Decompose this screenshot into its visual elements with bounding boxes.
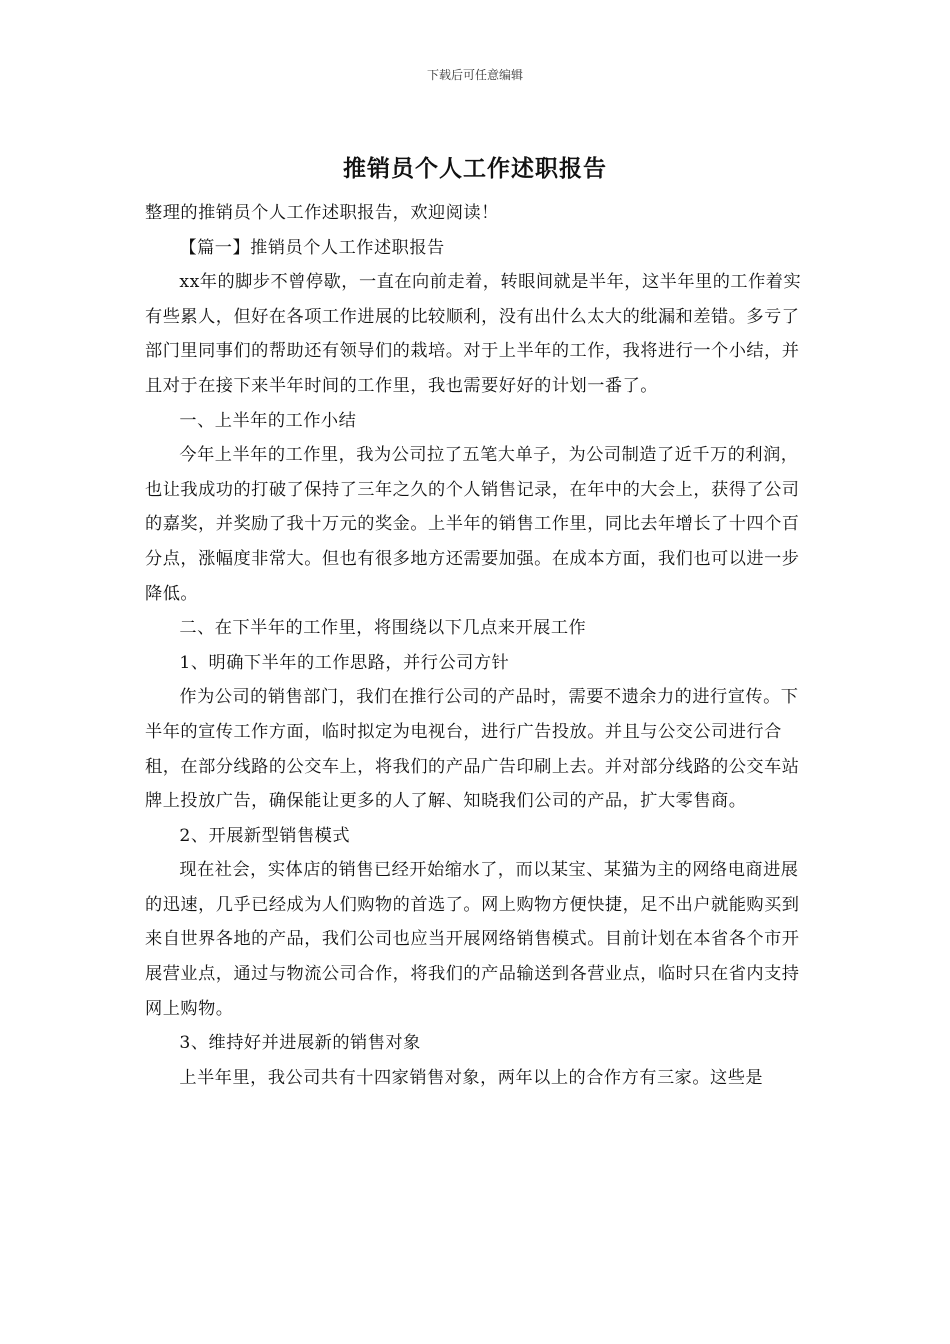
subsection-heading: 1、明确下半年的工作思路，并行公司方针	[179, 652, 510, 673]
paragraph: 现在社会，实体店的销售已经开始缩水了，而以某宝、某猫为主的网络电商进展的迅速，几乎已经成为人们购物的首选了。网上购物方便快捷，足不出户就能购买到来自世界各地的产品，我们公司也应当开展网络销售模式。目前计划在本省各个市开展营业点，通过与物流公司合作，将我们的产品输送到各营业点，临时只在省内支持网上购物。	[145, 860, 800, 1019]
subsection-heading: 2、开展新型销售模式	[179, 825, 351, 846]
paragraph: xx年的脚步不曾停歇，一直在向前走着，转眼间就是半年，这半年里的工作着实有些累人，但好在各项工作进展的比较顺利，没有出什么太大的纰漏和差错。多亏了部门里同事们的帮助还有领导们的栽培。对于上半年的工作，我将进行一个小结，并且对于在接下来半年时间的工作里，我也需要好好的计划一番了。	[145, 272, 802, 396]
paragraph: 整理的推销员个人工作述职报告，欢迎阅读！	[145, 203, 499, 223]
paragraph: 【篇一】推销员个人工作述职报告	[179, 237, 445, 258]
section-heading: 二、在下半年的工作里，将围绕以下几点来开展工作	[179, 618, 587, 639]
page-header: 下载后可任意编辑	[426, 68, 523, 82]
paragraph: 今年上半年的工作里，我为公司拉了五笔大单子，为公司制造了近千万的利润，也让我成功的打破了保持了三年之久的个人销售记录，在年中的大会上，获得了公司的嘉奖，并奖励了我十万元的奖金。上半年的销售工作里，同比去年增长了十四个百分点，涨幅度非常大。但也有很多地方还需要加强。在成本方面，我们也可以进一步降低。	[145, 445, 800, 604]
document-title: 推销员个人工作述职报告	[343, 155, 607, 182]
section-heading: 一、上半年的工作小结	[179, 410, 357, 431]
paragraph: 上半年里，我公司共有十四家销售对象，两年以上的合作方有三家。这些是	[179, 1067, 764, 1088]
subsection-heading: 3、维持好并进展新的销售对象	[179, 1033, 421, 1054]
document-body	[145, 196, 813, 1095]
paragraph: 作为公司的销售部门，我们在推行公司的产品时，需要不遗余力的进行宣传。下半年的宣传工作方面，临时拟定为电视台，进行广告投放。并且与公交公司进行合租，在部分线路的公交车上，将我们的产品广告印刷上去。并对部分线路的公交车站牌上投放广告，确保能让更多的人了解、知晓我们公司的产品，扩大零售商。	[145, 687, 800, 812]
